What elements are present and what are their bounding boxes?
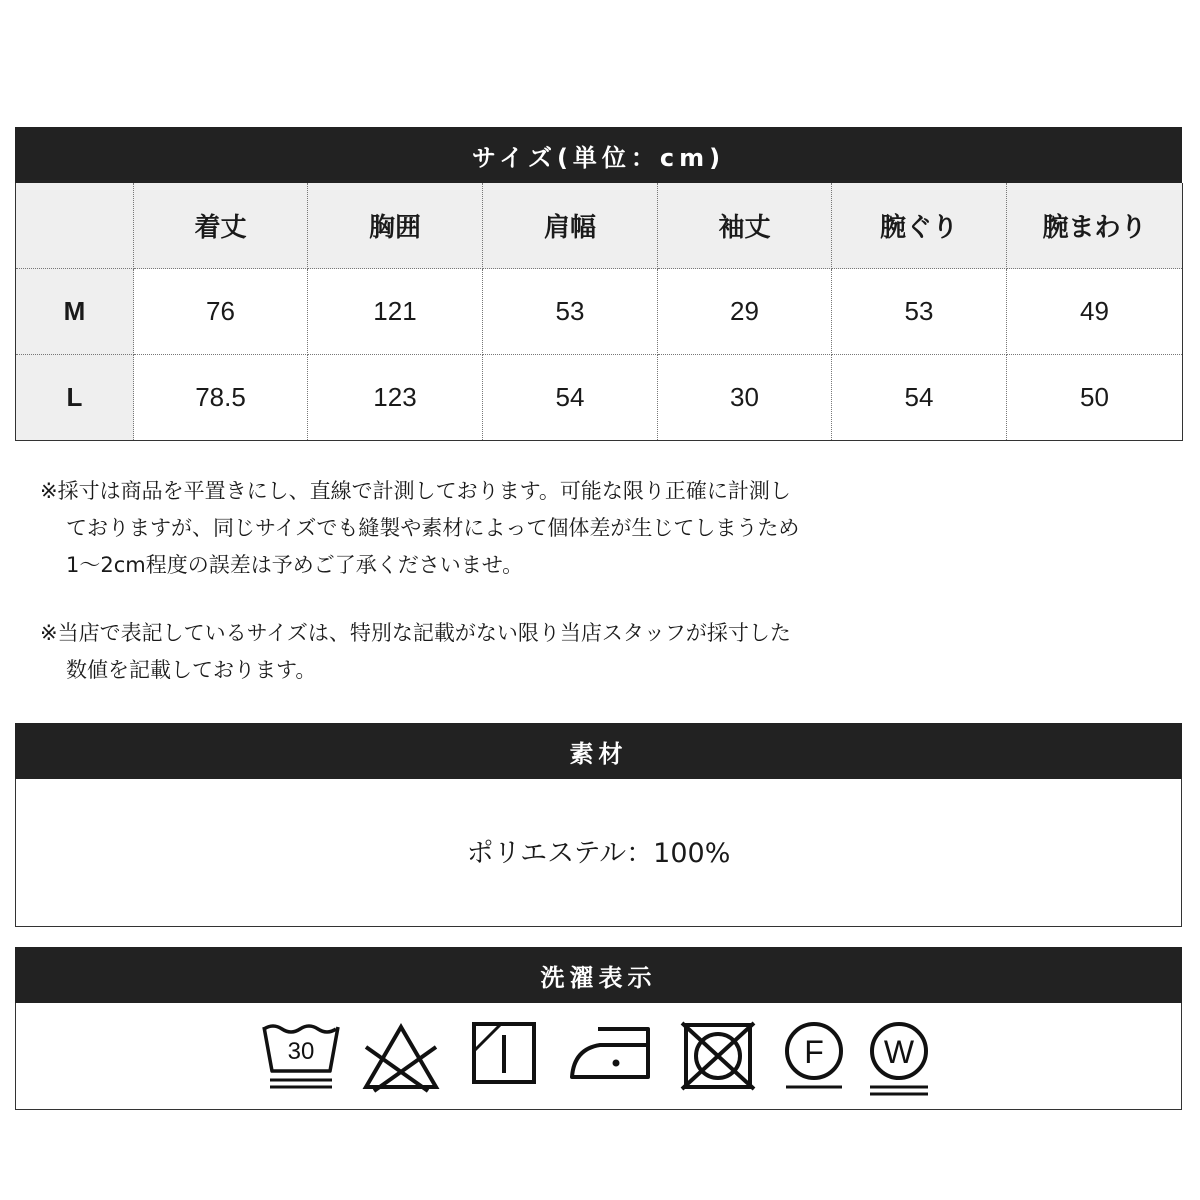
table-cell: 54 — [483, 355, 658, 441]
table-cell: 53 — [832, 269, 1007, 355]
size-table — [15, 183, 1183, 441]
no-bleach-icon — [360, 1021, 442, 1093]
wash-30-gentle-icon — [260, 1021, 342, 1101]
material-section-title: 素材 — [569, 739, 628, 768]
note-line: 数値を記載しております。 — [66, 658, 317, 682]
table-cell: 49 — [1007, 269, 1183, 355]
table-cell: 54 — [832, 355, 1007, 441]
material-section-header — [15, 723, 1182, 779]
table-cell: 78.5 — [134, 355, 308, 441]
row-label: M — [16, 269, 134, 355]
note-line: ておりますが、同じサイズでも縫製や素材によって個体差が生じてしまうため — [66, 516, 800, 540]
dryclean-f-icon — [782, 1021, 846, 1093]
size-section-header — [15, 127, 1182, 183]
dryclean-letter: F — [804, 1034, 824, 1070]
care-section-header — [15, 947, 1182, 1003]
no-tumble-dry-icon — [678, 1021, 758, 1091]
table-cell: 53 — [483, 269, 658, 355]
size-header-row — [16, 183, 1183, 269]
table-cell: 50 — [1007, 355, 1183, 441]
note-line: 1〜2cm程度の誤差は予めご了承くださいませ。 — [66, 553, 524, 577]
column-header: 肩幅 — [483, 183, 658, 269]
table-row — [16, 269, 1183, 355]
drip-dry-shade-icon — [471, 1021, 537, 1087]
wetclean-w-icon — [866, 1021, 932, 1101]
column-header: 袖丈 — [658, 183, 832, 269]
table-row — [16, 355, 1183, 441]
care-section-title: 洗濯表示 — [540, 963, 657, 992]
column-header: 腕まわり — [1007, 183, 1183, 269]
material-content: ポリエステル：100% — [466, 838, 731, 869]
corner-cell — [16, 183, 134, 269]
table-cell: 29 — [658, 269, 832, 355]
note-line: ※採寸は商品を平置きにし、直線で計測しております。可能な限り正確に計測し — [40, 479, 791, 503]
measurement-note — [40, 473, 799, 584]
size-section-title: サイズ(単位：cm) — [471, 143, 726, 172]
column-header: 胸囲 — [308, 183, 483, 269]
size-policy-note — [40, 615, 791, 689]
wash-temperature: 30 — [287, 1038, 315, 1065]
row-label: L — [16, 355, 134, 441]
note-line: ※当店で表記しているサイズは、特別な記載がない限り当店スタッフが採寸した — [40, 621, 791, 645]
wetclean-letter: W — [883, 1034, 915, 1070]
column-header: 腕ぐり — [832, 183, 1007, 269]
table-cell: 123 — [308, 355, 483, 441]
table-cell: 76 — [134, 269, 308, 355]
table-cell: 30 — [658, 355, 832, 441]
table-cell: 121 — [308, 269, 483, 355]
care-box — [15, 1003, 1182, 1110]
care-icons-row — [16, 1021, 1181, 1101]
column-header: 着丈 — [134, 183, 308, 269]
material-box — [15, 779, 1182, 927]
iron-low-icon — [568, 1021, 660, 1081]
